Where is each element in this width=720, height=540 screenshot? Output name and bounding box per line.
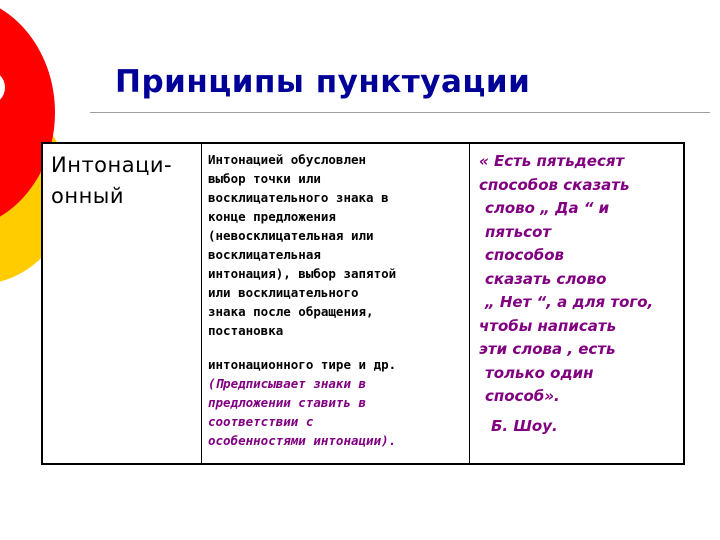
title-divider (90, 112, 710, 113)
description-line: восклицательная (208, 247, 321, 262)
description-line: (невосклицательная или (208, 228, 374, 243)
description-line: интонация), выбор запятой (208, 266, 397, 281)
principle-line: онный (51, 184, 125, 208)
description-line: выбор точки или (208, 171, 321, 186)
quote-line: эти слова , есть (479, 340, 616, 358)
quote-line: способов сказать (479, 175, 630, 194)
quote-cell (471, 150, 685, 438)
column-divider (469, 144, 470, 463)
description-continued: интонационного тире и др. (208, 357, 397, 372)
description-line: постановка (208, 323, 284, 338)
quote-author: Б. Шоу. (491, 416, 558, 435)
note-line: (Предписывает знаки в (208, 376, 367, 391)
quote-line: сказать слово (485, 269, 607, 288)
slide-title: Принципы пунктуации (115, 64, 531, 100)
quote-line: только один (485, 363, 594, 382)
quote-line: „ Нет “, а для того, (485, 293, 654, 311)
principle-cell (51, 150, 201, 212)
quote-line: способ». (485, 387, 560, 405)
description-line: Интонацией обусловлен (208, 152, 367, 167)
quote-line: чтобы написать (479, 316, 617, 335)
quote-line: « Есть пятьдесят (479, 152, 625, 170)
principles-table (41, 142, 685, 465)
quote-line: слово „ Да “ и (485, 199, 610, 217)
column-divider (201, 144, 202, 463)
description-line: или восклицательного (208, 285, 359, 300)
description-line: восклицательного знака в (208, 190, 389, 205)
quote-line: способов (485, 246, 565, 264)
note-line: предложении ставить в (208, 395, 367, 410)
note-line: особенностями интонации). (208, 433, 397, 448)
description-line: знака после обращения, (208, 304, 374, 319)
paragraph-gap (208, 340, 466, 355)
note-line: соответствии с (208, 414, 314, 429)
principle-line: Интонаци- (51, 153, 173, 177)
description-cell (208, 150, 466, 450)
description-line: конце предложения (208, 209, 336, 224)
quote-line: пятьсот (485, 222, 552, 241)
